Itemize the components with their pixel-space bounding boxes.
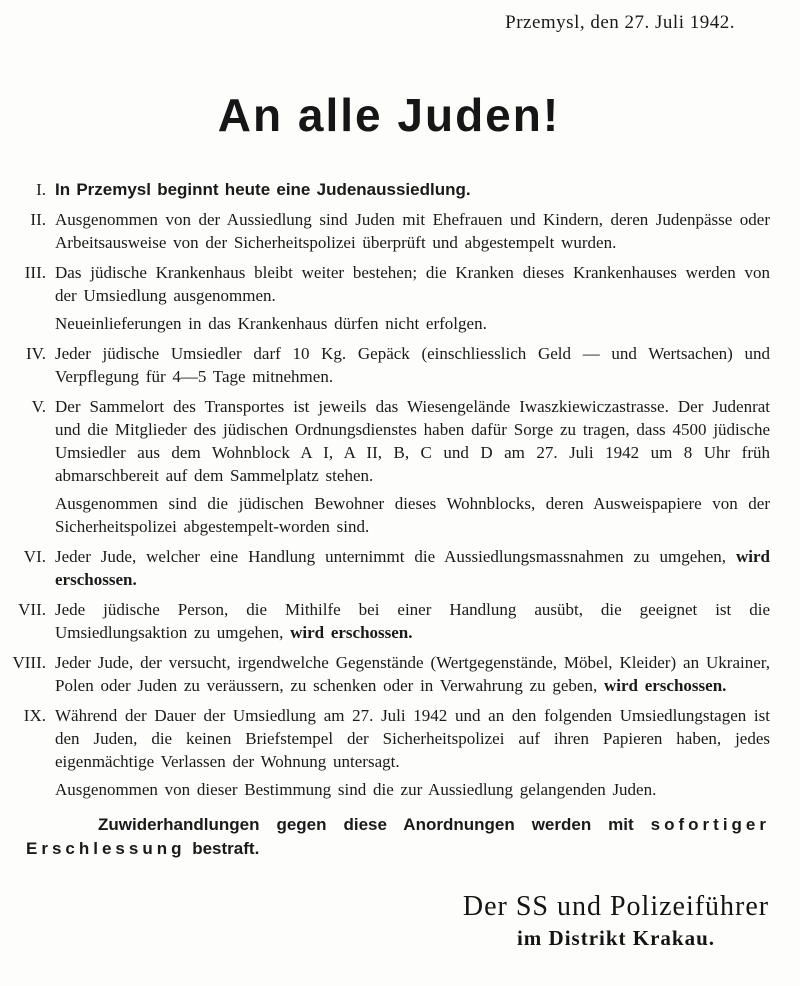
item-numeral: II. bbox=[30, 210, 46, 229]
text-segment: Jeder Jude, der versucht, irgendwelche Gegenstände (Wertgegenstände, Möbel, Kleider) an Ukrainer, Polen oder Juden zu veräussern, zu schenken oder in Verwahrung zu geben, bbox=[55, 653, 770, 695]
notice-item bbox=[8, 704, 770, 801]
text-segment: Jede jüdische Person, die Mithilfe bei einer Handlung ausübt, die geeignet ist die Umsiedlungsaktion zu umgehen, bbox=[55, 600, 770, 642]
signature-district: im Distrikt Krakau. bbox=[516, 926, 716, 950]
notice-item bbox=[8, 545, 770, 591]
notice-item bbox=[8, 598, 770, 644]
text-segment: Ausgenommen sind die jüdischen Bewohner dieses Wohnblocks, deren Ausweispapiere von der Sicherheitspolizei abgestempelt-worden sind. bbox=[55, 494, 770, 536]
text-segment: wird erschossen. bbox=[290, 623, 413, 642]
text-segment: Das jüdische Krankenhaus bleibt weiter bestehen; die Kranken dieses Krankenhauses werden von der Umsiedlung ausgenommen. bbox=[55, 263, 770, 305]
item-body bbox=[55, 704, 770, 801]
item-paragraph bbox=[55, 208, 770, 254]
text-segment: Der Sammelort des Transportes ist jeweils das Wiesengelände Iwaszkiewiczastrasse. Der Judenrat und die Mitglieder des jüdischen Ordnungsdienstes haben dafür Sorge zu tragen, dass 4500 jüdische Umsiedler aus dem Wohnblock A I, A II, B, C und D am 27. Juli 1942 um 8 Uhr früh abmarschbereit auf dem Sammelplatz stehen. bbox=[55, 397, 770, 485]
notice-item bbox=[8, 261, 770, 335]
notice-item bbox=[8, 178, 770, 201]
item-numeral: I. bbox=[36, 180, 46, 199]
text-segment: Ausgenommen von der Aussiedlung sind Juden mit Ehefrauen und Kindern, deren Judenpässe oder Arbeitsausweise von der Sicherheitspolizei überprüft und abgestempelt wurden. bbox=[55, 210, 770, 252]
item-paragraph bbox=[55, 261, 770, 307]
text-segment: In Przemysl beginnt heute eine Judenaussiedlung. bbox=[55, 180, 471, 199]
item-paragraph bbox=[55, 312, 770, 335]
text-segment: bestraft. bbox=[185, 839, 260, 858]
item-body bbox=[55, 545, 770, 591]
item-body bbox=[55, 395, 770, 538]
item-numeral: VIII. bbox=[12, 653, 46, 672]
item-body bbox=[55, 598, 770, 644]
item-numeral: VII. bbox=[18, 600, 46, 619]
item-numeral: VI. bbox=[23, 547, 46, 566]
text-segment: Ausgenommen von dieser Bestimmung sind die zur Aussiedlung gelangenden Juden. bbox=[55, 780, 657, 799]
dateline: Przemysl, den 27. Juli 1942. bbox=[505, 12, 735, 33]
item-paragraph bbox=[55, 704, 770, 773]
signature-block bbox=[446, 891, 786, 951]
notice-item bbox=[8, 651, 770, 697]
item-numeral: V. bbox=[31, 397, 46, 416]
text-segment: Jeder Jude, welcher eine Handlung unternimmt die Aussiedlungsmassnahmen zu umgehen, bbox=[55, 547, 736, 566]
closing-paragraph bbox=[26, 813, 770, 861]
item-body bbox=[55, 208, 770, 254]
item-body bbox=[55, 261, 770, 335]
item-body bbox=[55, 342, 770, 388]
item-paragraph bbox=[55, 651, 770, 697]
text-segment: sofortiger Erschlessung bbox=[26, 815, 770, 858]
notice-item bbox=[8, 208, 770, 254]
item-body bbox=[55, 651, 770, 697]
text-segment: Während der Dauer der Umsiedlung am 27. Juli 1942 und an den folgenden Umsiedlungstagen ist den Juden, die keinen Briefstempel der Sicherheitspolizei auf ihren Papieren haben, jedes eigenmächtige Verlassen der Wohnung untersagt. bbox=[55, 706, 770, 771]
text-segment: Jeder jüdische Umsiedler darf 10 Kg. Gepäck (einschliesslich Geld — und Wertsachen) und Verpflegung für 4—5 Tage mitnehmen. bbox=[55, 344, 770, 386]
text-segment: wird erschossen. bbox=[55, 547, 770, 589]
item-numeral: IX. bbox=[23, 706, 46, 725]
item-paragraph bbox=[55, 492, 770, 538]
item-paragraph bbox=[55, 778, 770, 801]
item-paragraph bbox=[55, 545, 770, 591]
notice-item bbox=[8, 395, 770, 538]
item-paragraph bbox=[55, 178, 770, 201]
text-segment: Neueinlieferungen in das Krankenhaus dürfen nicht erfolgen. bbox=[55, 314, 487, 333]
item-paragraph bbox=[55, 598, 770, 644]
item-paragraph bbox=[55, 342, 770, 388]
text-segment: Zuwiderhandlungen gegen diese Anordnungen werden mit bbox=[98, 815, 651, 834]
notice-item bbox=[8, 342, 770, 388]
item-numeral: III. bbox=[24, 263, 46, 282]
text-segment: wird erschossen. bbox=[603, 676, 727, 695]
page-title: An alle Juden! bbox=[217, 89, 561, 141]
item-body bbox=[55, 178, 770, 201]
item-numeral: IV. bbox=[26, 344, 46, 363]
notice-list bbox=[8, 178, 770, 801]
signature-title: Der SS und Polizeiführer bbox=[462, 891, 770, 922]
item-paragraph bbox=[55, 395, 770, 487]
